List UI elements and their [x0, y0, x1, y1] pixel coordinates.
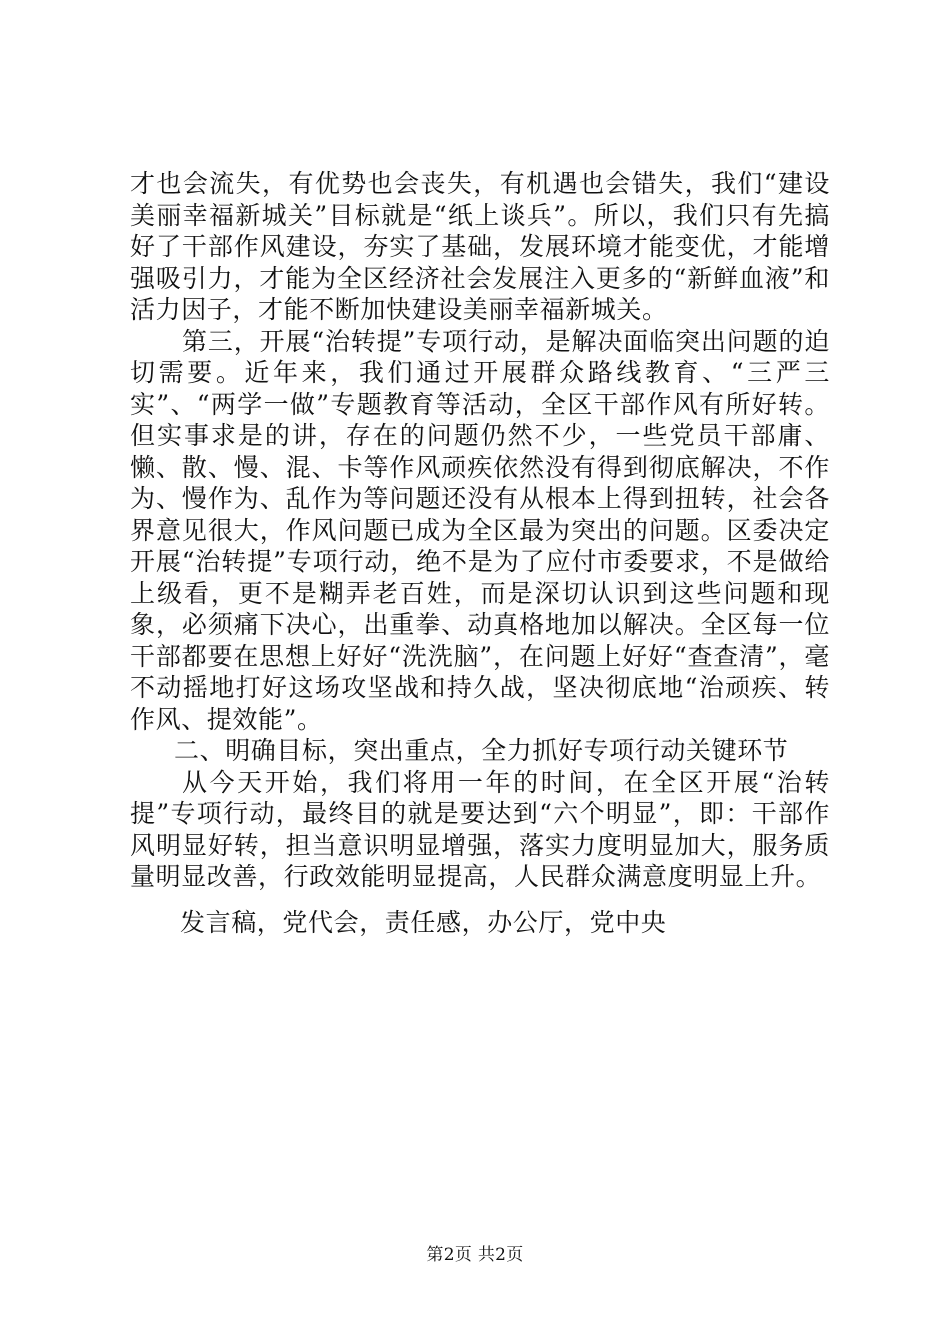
page-footer: 第2页 共2页	[426, 1245, 524, 1265]
section-heading: 二、明确目标，突出重点，全力抓好专项行动关键环节	[174, 736, 789, 765]
paragraph-third-point: 第三，开展“治转提”专项行动，是解决面临突出问题的迫切需要。近年来，我们通过开展群众路线教育、“三严三实”、“两学一做”专题教育等活动，全区干部作风有所好转。但实事求是的讲，存在的问题仍然不少，一些党员干部庸、懒、散、慢、混、卡等作风顽疾依然没有得到彻底解决，不作为、慢作为、乱作为等问题还没有从根本上得到扭转，社会各界意见很大，作风问题已成为全区最为突出的问题。区委决定开展“治转提”专项行动，绝不是为了应付市委要求，不是做给上级看，更不是糊弄老百姓，而是深切认识到这些问题和现象，必须痛下决心，出重拳、动真格地加以解决。全区每一位干部都要在思想上好好“洗洗脑”，在问题上好好“查查清”，毫不动摇地打好这场攻坚战和持久战，坚决彻底地“治顽疾、转作风、提效能”。	[130, 326, 830, 734]
keywords-line: 发言稿，党代会，责任感，办公厅，党中央	[180, 908, 667, 937]
paragraph-continuation: 才也会流失，有优势也会丧失，有机遇也会错失，我们“建设美丽幸福新城关”目标就是“纸上谈兵”。所以，我们只有先搞好了干部作风建设，夯实了基础，发展环境才能变优，才能增强吸引力，才能为全区经济社会发展注入更多的“新鲜血液”和活力因子，才能不断加快建设美丽幸福新城关。	[130, 169, 830, 324]
document-body	[130, 168, 830, 893]
paragraph-goals: 从今天开始，我们将用一年的时间，在全区开展“治转提”专项行动，最终目的就是要达到“六个明显”，即：干部作风明显好转，担当意识明显增强，落实力度明显加大，服务质量明显改善，行政效能明显提高，人民群众满意度明显上升。	[130, 767, 830, 891]
